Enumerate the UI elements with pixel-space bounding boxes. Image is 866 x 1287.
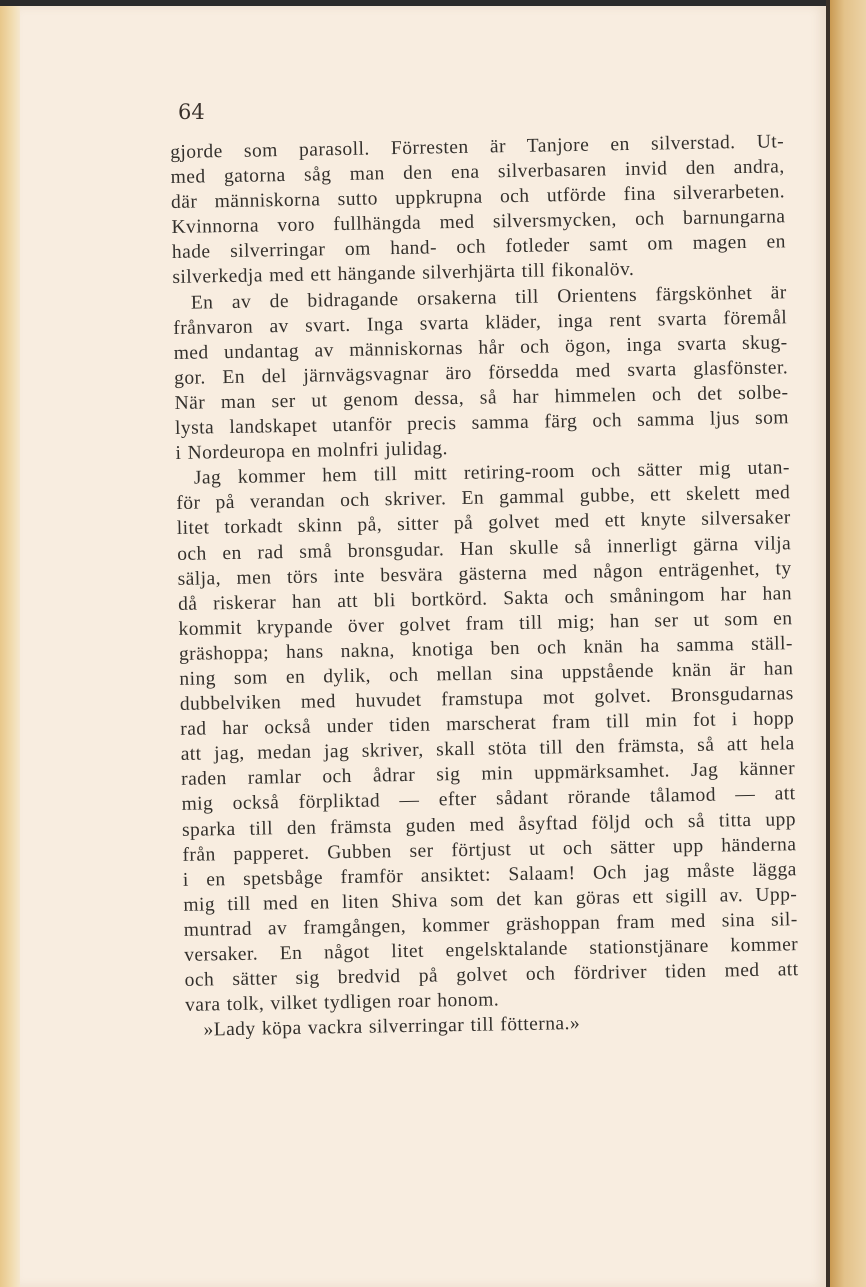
text-line: mig också förpliktad — efter sådant rörande tålamod — att [181, 783, 796, 816]
text-line: kommit krypande över golvet fram till mig; han ser ut som en [178, 607, 793, 640]
text-line: ning som en dylik, och mellan sina uppstående knän är han [179, 658, 794, 690]
text-line: mig till med en liten Shiva som det kan göras ett sigill av. Upp- [183, 883, 798, 916]
next-page-edge [830, 0, 866, 1287]
previous-page-edge [0, 6, 22, 1287]
text-line: sälja, men törs inte besvära gästerna med någon enträgenhet, ty [177, 557, 792, 590]
paragraph-start-line: Jag kommer hem till mitt retiring-room och sätter mig utan- [193, 457, 791, 489]
text-line: gräshoppa; hans nakna, knotiga ben och knän ha samma ställ- [178, 633, 794, 665]
text-line: När man ser ut genom dessa, så har himmelen och det solbe- [174, 382, 789, 414]
text-line: för på verandan och skriver. En gammal gubbe, ett skelett med [176, 482, 791, 515]
text-line: med gatorna såg man den ena silverbasaren invid den andra, [170, 156, 785, 189]
text-line: att jag, medan jag skriver, skall stöta till den främsta, så att hela [180, 733, 795, 766]
text-line: gjorde som parasoll. Förresten är Tanjore en silverstad. Ut- [170, 131, 785, 163]
text-line: rad har också under tiden marscherat fram till min fot i hopp [180, 708, 795, 741]
paragraph-start-line: En av de bidragande orsakerna till Orientens färgskönhet är [190, 281, 787, 314]
text-line: vara tolk, vilket tydligen roar honom. [184, 989, 500, 1017]
text-line: i Nordeuropa en molnfri julidag. [175, 438, 449, 465]
text-line: hade silverringar om hand- och fotleder samt om magen en [171, 231, 787, 264]
text-line: där människorna sutto uppkrupna och utförde fina silverarbeten. [170, 181, 786, 214]
text-line: Kvinnorna voro fullhängda med silversmycken, och barnungarna [171, 206, 786, 239]
text-line: raden ramlar och ådrar sig min uppmärksamhet. Jag känner [180, 758, 796, 791]
text-line: versaker. En något litet engelsktalande stationstjänare kommer [184, 934, 799, 966]
text-line: i en spetsbåge framför ansiktet: Salaam! Och jag måste lägga [182, 858, 798, 891]
body-text [170, 129, 800, 1043]
paragraph-start-line: »Lady köpa vackra silverringar till fötterna.» [203, 1013, 581, 1041]
text-line: silverkedja med ett hängande silverhjärta till fikonalöv. [172, 259, 635, 289]
text-line: sparka till den främsta guden med åsyftad följd och så titta upp [181, 808, 797, 841]
text-line: och en rad små bronsgudar. Han skulle så innerligt gärna vilja [177, 532, 792, 565]
text-line: då riskerar han att bli bortkörd. Sakta och småningom har han [177, 582, 793, 615]
page-number: 64 [178, 100, 205, 124]
text-line: dubbelviken med huvudet framstupa mot golvet. Bronsgudarnas [179, 683, 794, 715]
text-line: och sätter sig bredvid på golvet och fördriver tiden med att [184, 959, 799, 991]
text-line: gor. En del järnvägsvagnar äro försedda med svarta glasfönster. [173, 357, 789, 389]
text-line: från papperet. Gubben ser förtjust ut och sätter upp händerna [182, 833, 797, 866]
text-line: litet torkadt skinn på, sitter på golvet med ett knyte silversaker [176, 507, 791, 540]
text-line: muntrad av framgången, kommer gräshoppan fram med sina sil- [183, 909, 798, 941]
text-line: frånvaron av svart. Inga svarta kläder, inga rent svarta föremål [173, 306, 788, 339]
text-line: med undantag av människornas hår och ögon, inga svarta skug- [173, 332, 788, 364]
text-line: lysta landskapet utanför precis samma färg och samma ljus som [174, 407, 790, 439]
